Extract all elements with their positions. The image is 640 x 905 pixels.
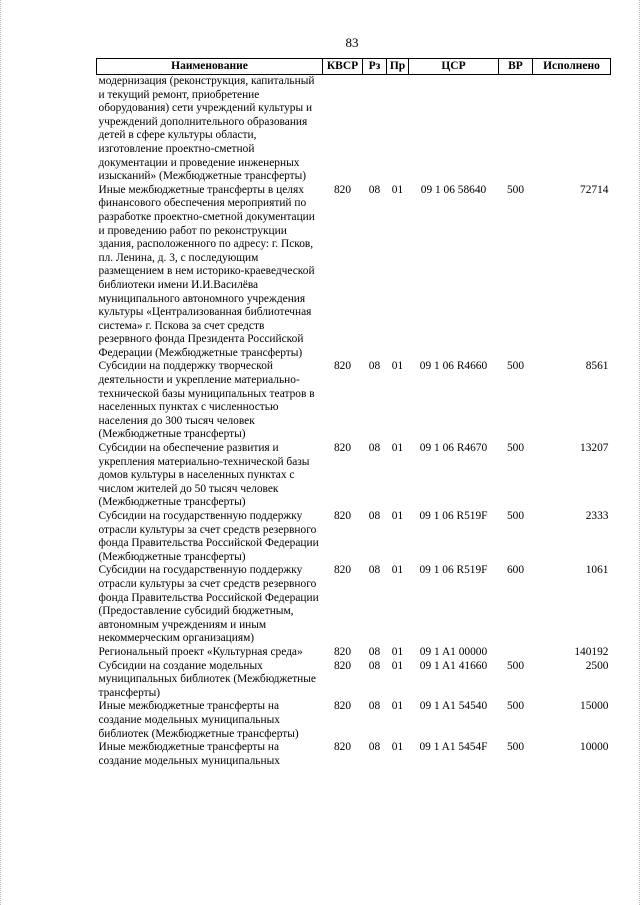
cell-amount: 140192 bbox=[574, 645, 609, 658]
cell-csr: 09 1 A1 41660 bbox=[419, 659, 488, 672]
cell-pr: 01 bbox=[391, 510, 404, 522]
table-row bbox=[97, 75, 611, 184]
cell-rz: 08 bbox=[368, 564, 381, 577]
cell-vr: 600 bbox=[506, 564, 525, 577]
cell-name: Субсидии на государственную поддержку отрасли культуры за счет средств резервного фонда Правительства Российской Федерации (Межбюджетные трансферты) bbox=[98, 510, 319, 563]
cell-rz bbox=[363, 75, 387, 184]
cell-kvsr: 820 bbox=[333, 510, 352, 522]
cell-amount: 2333 bbox=[585, 510, 609, 522]
cell-vr: 500 bbox=[506, 442, 525, 455]
budget-table bbox=[96, 58, 611, 768]
table-row bbox=[97, 646, 611, 660]
cell-amount: 1061 bbox=[585, 564, 609, 577]
cell-pr: 01 bbox=[391, 741, 404, 754]
table-row bbox=[97, 510, 611, 564]
table-header-row bbox=[97, 59, 611, 75]
cell-vr bbox=[499, 75, 533, 184]
cell-csr bbox=[409, 75, 499, 184]
table-row bbox=[97, 700, 611, 741]
cell-rz: 08 bbox=[368, 645, 381, 658]
cell-kvsr: 820 bbox=[333, 659, 352, 672]
cell-vr: 500 bbox=[506, 700, 525, 713]
table-row bbox=[97, 564, 611, 646]
cell-pr bbox=[387, 75, 409, 184]
header-kvsr: КВСР bbox=[323, 59, 363, 75]
table-row bbox=[97, 184, 611, 361]
cell-kvsr: 820 bbox=[333, 645, 352, 658]
cell-name: Субсидии на государственную поддержку отрасли культуры за счет средств резервного фонда Правительства Российской Федерации (Предоставление субсидий бюджетным, автономным учреждениям и иным некоммерческим организациям) bbox=[98, 564, 319, 645]
cell-vr: 500 bbox=[506, 183, 525, 196]
cell-amount: 13207 bbox=[580, 442, 609, 455]
cell-kvsr: 820 bbox=[333, 360, 352, 373]
cell-vr: 500 bbox=[506, 510, 525, 522]
header-pr: Пр bbox=[387, 59, 409, 75]
header-rz: Рз bbox=[363, 59, 387, 75]
header-vr: ВР bbox=[499, 59, 533, 75]
header-amount: Исполнено bbox=[533, 59, 611, 75]
cell-pr: 01 bbox=[391, 183, 404, 196]
cell-amount bbox=[533, 75, 611, 184]
cell-kvsr: 820 bbox=[333, 442, 352, 455]
cell-pr: 01 bbox=[391, 700, 404, 713]
cell-kvsr: 820 bbox=[333, 183, 352, 196]
cell-vr: 500 bbox=[506, 659, 525, 672]
cell-csr: 09 1 06 R4660 bbox=[419, 360, 488, 373]
cell-csr: 09 1 06 R519F bbox=[419, 510, 488, 522]
cell-kvsr: 820 bbox=[333, 741, 352, 754]
cell-csr: 09 1 A1 00000 bbox=[419, 645, 488, 658]
cell-name: Иные межбюджетные трансферты на создание модельных муниципальных библиотек (Межбюджетные трансферты) bbox=[98, 700, 299, 740]
cell-pr: 01 bbox=[391, 442, 404, 455]
cell-vr bbox=[499, 646, 533, 660]
header-name: Наименование bbox=[97, 59, 323, 75]
cell-rz: 08 bbox=[368, 659, 381, 672]
cell-amount: 72714 bbox=[580, 183, 609, 196]
cell-rz: 08 bbox=[368, 442, 381, 455]
cell-vr: 500 bbox=[506, 741, 525, 754]
table-body bbox=[97, 75, 611, 769]
cell-rz: 08 bbox=[368, 700, 381, 713]
header-csr: ЦСР bbox=[409, 59, 499, 75]
cell-csr: 09 1 06 R519F bbox=[419, 564, 488, 577]
cell-rz: 08 bbox=[368, 360, 381, 373]
cell-csr: 09 1 A1 5454F bbox=[419, 741, 488, 754]
cell-amount: 8561 bbox=[585, 360, 609, 373]
page-number: 83 bbox=[345, 35, 359, 50]
cell-kvsr: 820 bbox=[333, 700, 352, 713]
cell-csr: 09 1 A1 54540 bbox=[419, 700, 488, 713]
cell-name: Региональный проект «Культурная среда» bbox=[98, 645, 303, 658]
cell-rz: 08 bbox=[368, 510, 381, 522]
cell-kvsr: 820 bbox=[333, 564, 352, 577]
cell-name: Субсидии на обеспечение развития и укрепления материально-технической базы домов культуры в населенных пунктах с числом жителей до 50 тысяч человек (Межбюджетные трансферты) bbox=[98, 442, 310, 509]
table-row bbox=[97, 442, 611, 510]
cell-vr: 500 bbox=[506, 360, 525, 373]
cell-pr: 01 bbox=[391, 564, 404, 577]
scan-edge-left bbox=[0, 0, 4, 905]
cell-name: Иные межбюджетные трансферты в целях финансового обеспечения мероприятий по разработке проектно-сметной документации и проведению работ по реконструкции здания, расположенного по адресу: г. Псков, пл. Ленина, д. 3, с последующим размещением в нем историко-краеведческой библиотеки имени И.И.Василёва муниципального автономного учреждения культуры «Централизованная библиотечная система» г. Пскова за счет средств резервного фонда Президента Российской Федерации (Межбюджетные трансферты) bbox=[98, 183, 315, 359]
cell-amount: 2500 bbox=[585, 659, 609, 672]
cell-pr: 01 bbox=[391, 360, 404, 373]
cell-csr: 09 1 06 58640 bbox=[420, 183, 487, 196]
cell-name: Иные межбюджетные трансферты на создание модельных муниципальных bbox=[98, 741, 280, 767]
cell-name: модернизация (реконструкция, капитальный и текущий ремонт, приобретение оборудования) сети учреждений культуры и учреждений дополнительного образования детей в сфере культуры области, изготовление проектно-сметной документации и проведение инженерных изысканий» (Межбюджетные трансферты) bbox=[98, 75, 315, 183]
cell-pr: 01 bbox=[391, 659, 404, 672]
table-row bbox=[97, 741, 611, 768]
cell-name: Субсидии на создание модельных муниципальных библиотек (Межбюджетные трансферты) bbox=[98, 659, 316, 699]
cell-name: Субсидии на поддержку творческой деятельности и укрепление материально-технической базы муниципальных театров в населенных пунктах с численностью населения до 300 тысяч человек (Межбюджетные трансферты) bbox=[98, 360, 315, 441]
cell-rz: 08 bbox=[368, 183, 381, 196]
cell-rz: 08 bbox=[368, 741, 381, 754]
table-row bbox=[97, 360, 611, 442]
cell-csr: 09 1 06 R4670 bbox=[419, 442, 488, 455]
scan-edge-right bbox=[636, 0, 640, 905]
cell-pr: 01 bbox=[391, 645, 404, 658]
table-row bbox=[97, 660, 611, 701]
cell-kvsr bbox=[323, 75, 363, 184]
cell-amount: 15000 bbox=[580, 700, 609, 713]
cell-amount: 10000 bbox=[580, 741, 609, 754]
